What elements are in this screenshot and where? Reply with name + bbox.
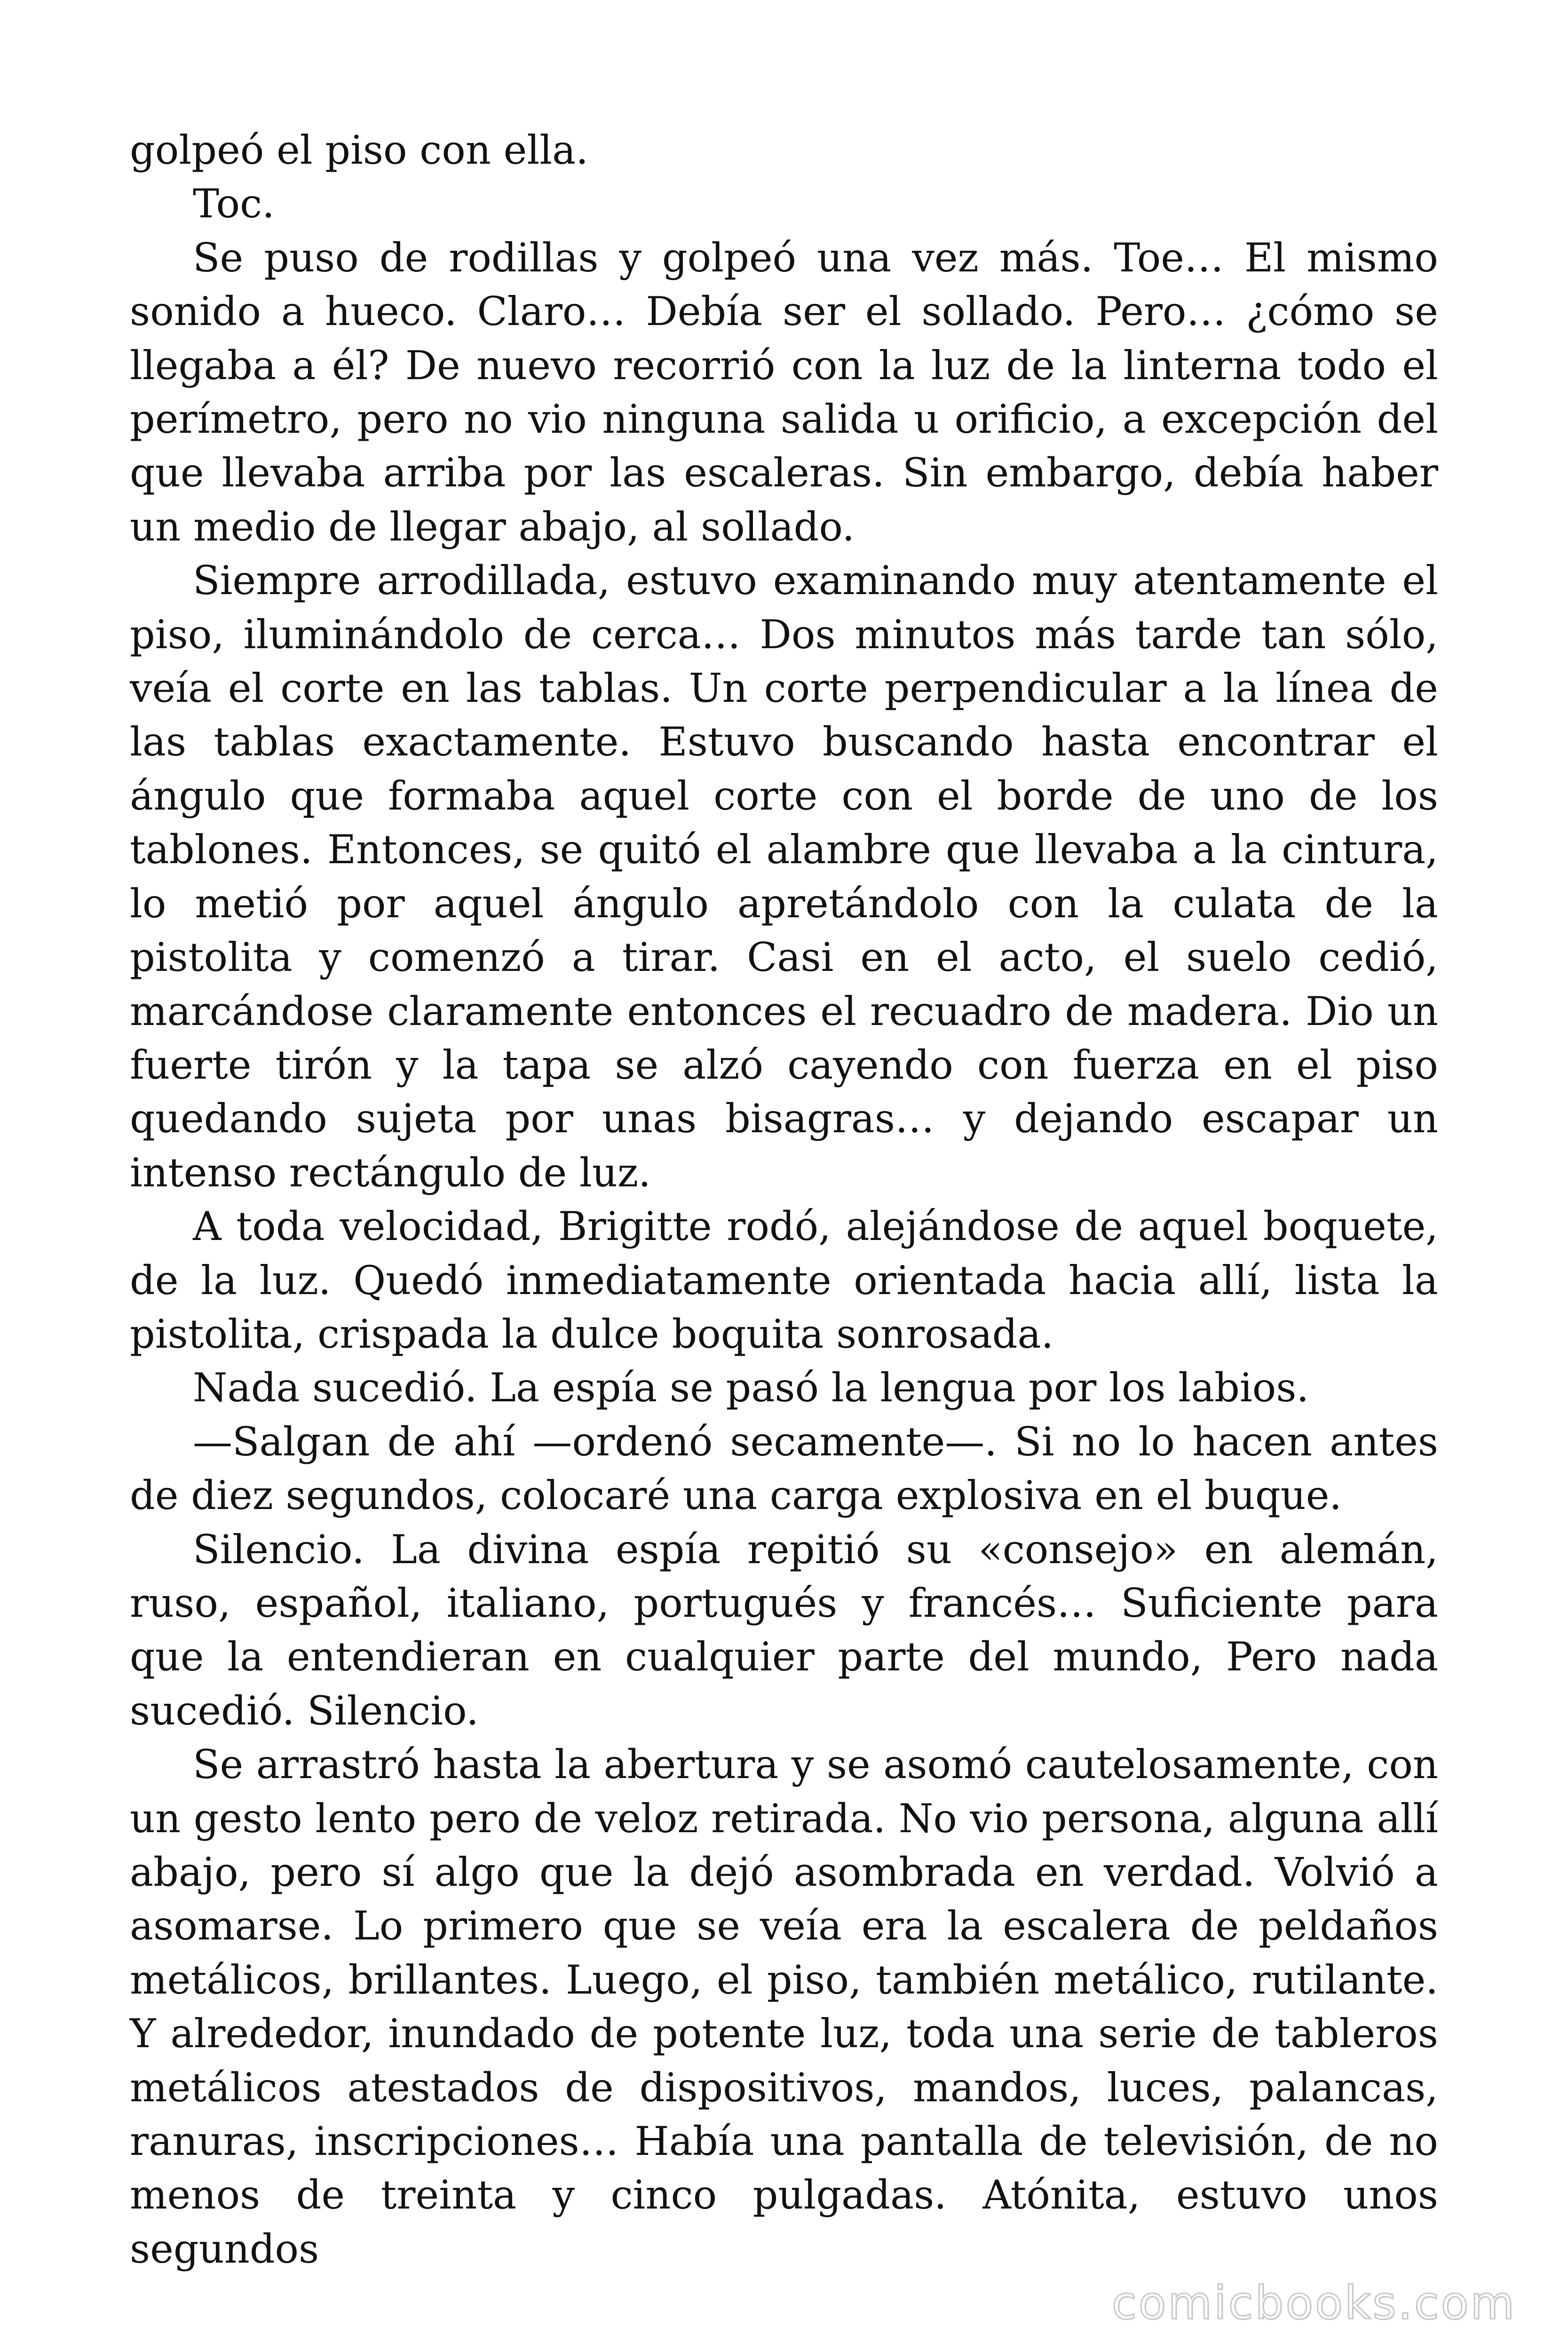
paragraph: Se puso de rodillas y golpeó una vez más. Toe… El mismo sonido a hueco. Claro… Debía ser el sollado. Pero… ¿cómo se llegaba a él? De nuevo recorrió con la luz de la linterna todo el perímetro, pero no vio ninguna salida u orificio, a excepción del que llevaba arriba por las escaleras. Sin embargo, debía haber un medio de llegar abajo, al sollado. xyxy=(130,234,1438,550)
paragraph: Siempre arrodillada, estuvo examinando muy atentamente el piso, iluminándolo de cerca… Dos minutos más tarde tan sólo, veía el corte en las tablas. Un corte perpendicular a la línea de las tablas exactamente. Estuvo buscando hasta encontrar el ángulo que formaba aquel corte con el borde de uno de los tablones. Entonces, se quitó el alambre que llevaba a la cintura, lo metió por aquel ángulo apretándolo con la culata de la pistolita y comenzó a tirar. Casi en el acto, el suelo cedió, marcándose claramente entonces el recuadro de madera. Dio un fuerte tirón y la tapa se alzó cayendo con fuerza en el piso quedando sujeta por unas bisagras… y dejando escapar un intenso rectángulo de luz. xyxy=(130,557,1438,1196)
page-body xyxy=(130,123,1438,2276)
paragraph: Silencio. La divina espía repitió su «consejo» en alemán, ruso, español, italiano, portugués y francés… Suficiente para que la entendieran en cualquier parte del mundo, Pero nada sucedió. Silencio. xyxy=(130,1526,1438,1734)
paragraph: Se arrastró hasta la abertura y se asomó cautelosamente, con un gesto lento pero de veloz retirada. No vio persona, alguna allí abajo, pero sí algo que la dejó asombrada en verdad. Volvió a asomarse. Lo primero que se veía era la escalera de peldaños metálicos, brillantes. Luego, el piso, también metálico, rutilante. Y alrededor, inundado de potente luz, toda una serie de tableros metálicos atestados de dispositivos, mandos, luces, palancas, ranuras, inscripciones… Había una pantalla de televisión, de no menos de treinta y cinco pulgadas. Atónita, estuvo unos segundos xyxy=(130,1741,1438,2272)
paragraph: —Salgan de ahí —ordenó secamente—. Si no lo hacen antes de diez segundos, colocaré una carga explosiva en el buque. xyxy=(130,1418,1438,1519)
paragraph: Toc. xyxy=(193,181,275,227)
paragraph: golpeó el piso con ella. xyxy=(130,127,588,173)
watermark: comicbooks.com xyxy=(1111,2277,1516,2329)
paragraph: A toda velocidad, Brigitte rodó, alejándose de aquel boquete, de la luz. Quedó inmediatamente orientada hacia allí, lista la pistolita, crispada la dulce boquita sonrosada. xyxy=(130,1203,1438,1357)
paragraph: Nada sucedió. La espía se pasó la lengua por los labios. xyxy=(193,1365,1309,1411)
